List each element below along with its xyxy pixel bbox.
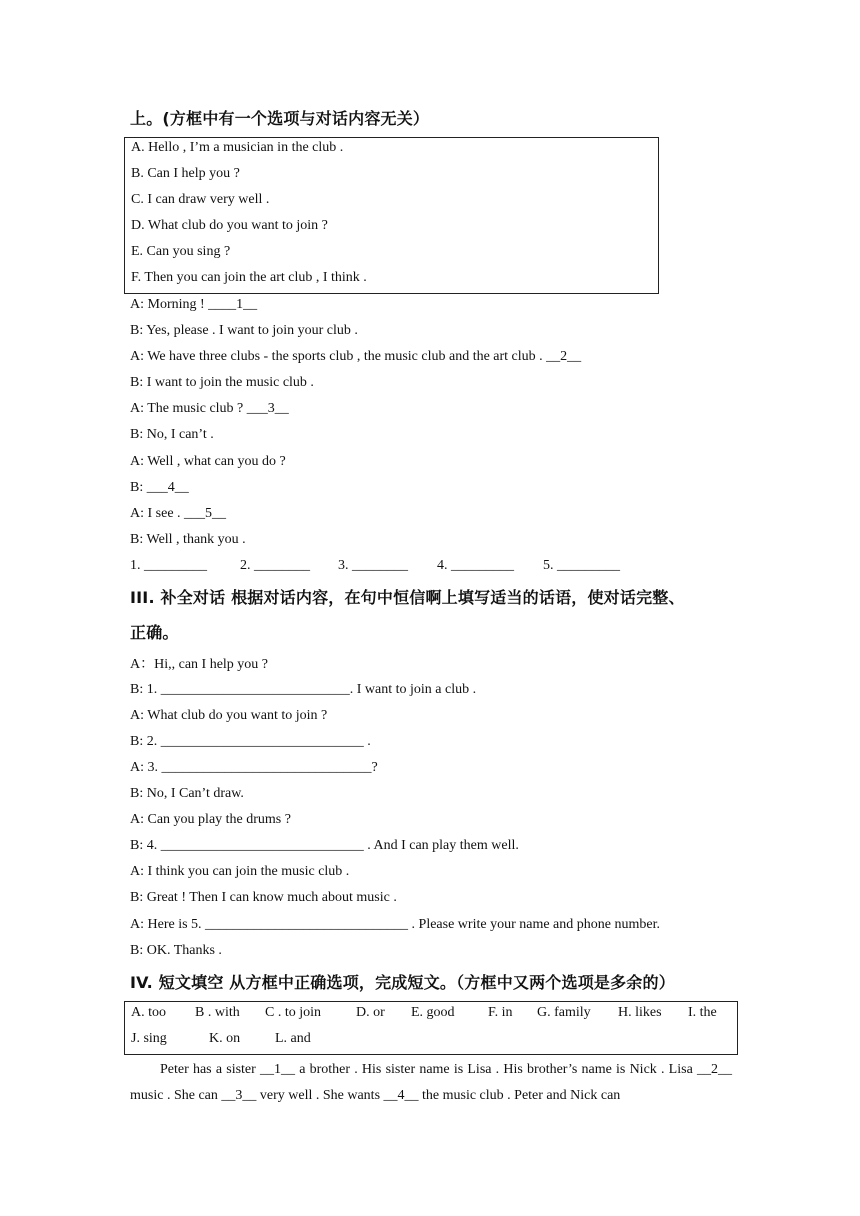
answer-blank-1[interactable]: 1. _________	[130, 558, 207, 573]
dialogue-line: A: Morning ! ____1__	[130, 297, 258, 312]
section-heading: III. 补全对话 根据对话内容，在句中恒信啊上填写适当的话语，使对话完整、	[130, 588, 685, 607]
dialogue-line: A：Hi,, can I help you ?	[130, 657, 269, 672]
dialogue-line: A: Well , what can you do ?	[130, 454, 286, 469]
dialogue-line: A: What club do you want to join ?	[130, 708, 328, 723]
options-box	[124, 137, 659, 294]
dialogue-line: B: OK. Thanks .	[130, 943, 222, 958]
section-heading: IV. 短文填空 从方框中正确选项，完成短文。（方框中又两个选项是多余的）	[130, 973, 675, 992]
dialogue-line: B: No, I Can’t draw.	[130, 786, 244, 801]
word-option: C . to join	[265, 1005, 322, 1020]
dialogue-line: B: I want to join the music club .	[130, 375, 314, 390]
dialogue-line: B: 1. ___________________________. I want to join a club .	[130, 682, 477, 697]
word-option: F. in	[488, 1005, 513, 1020]
word-option: E. good	[411, 1005, 455, 1020]
dialogue-line: B: Well , thank you .	[130, 532, 246, 547]
word-option: G. family	[537, 1005, 591, 1020]
word-option: K. on	[209, 1031, 241, 1046]
dialogue-line: A: 3. ______________________________?	[130, 760, 378, 775]
option-c: C. I can draw very well .	[131, 192, 270, 207]
dialogue-line: A: Can you play the drums ?	[130, 812, 291, 827]
answer-blank-4[interactable]: 4. _________	[437, 558, 514, 573]
dialogue-line: B: 4. _____________________________ . And I can play them well.	[130, 838, 519, 853]
dialogue-line: A: I see . ___5__	[130, 506, 227, 521]
section-heading-cont: 正确。	[130, 623, 179, 642]
word-option: J. sing	[131, 1031, 167, 1046]
word-option: D. or	[356, 1005, 385, 1020]
option-a: A. Hello , I’m a musician in the club .	[131, 140, 344, 155]
dialogue-line: B: 2. _____________________________ .	[130, 734, 371, 749]
word-option: A. too	[131, 1005, 166, 1020]
answer-blank-5[interactable]: 5. _________	[543, 558, 620, 573]
dialogue-line: B: ___4__	[130, 480, 189, 495]
passage-text: Peter has a sister __1__ a brother . His sister name is Lisa . His brother’s name is Nick . Lisa __2__ music . She can __3__ very well . She wants __4__ the music club . Peter and Nick can	[130, 1062, 732, 1103]
dialogue-line: B: Yes, please . I want to join your club .	[130, 323, 358, 338]
dialogue-line: A: We have three clubs - the sports club , the music club and the art club . __2__	[130, 349, 582, 364]
dialogue-line: B: No, I can’t .	[130, 427, 214, 442]
dialogue-line: A: I think you can join the music club .	[130, 864, 350, 879]
section-heading: 上。(方框中有一个选项与对话内容无关）	[130, 109, 430, 128]
option-b: B. Can I help you ?	[131, 166, 240, 181]
word-option: I. the	[688, 1005, 717, 1020]
answer-blank-2[interactable]: 2. ________	[240, 558, 310, 573]
word-option: B . with	[195, 1005, 240, 1020]
option-e: E. Can you sing ?	[131, 244, 231, 259]
word-option: H. likes	[618, 1005, 662, 1020]
dialogue-line: A: Here is 5. _____________________________ . Please write your name and phone number.	[130, 917, 660, 932]
option-f: F. Then you can join the art club , I think .	[131, 270, 367, 285]
dialogue-line: B: Great ! Then I can know much about music .	[130, 890, 397, 905]
option-d: D. What club do you want to join ?	[131, 218, 328, 233]
word-bank-box	[124, 1001, 738, 1055]
word-option: L. and	[275, 1031, 311, 1046]
answer-blank-3[interactable]: 3. ________	[338, 558, 408, 573]
dialogue-line: A: The music club ? ___3__	[130, 401, 289, 416]
